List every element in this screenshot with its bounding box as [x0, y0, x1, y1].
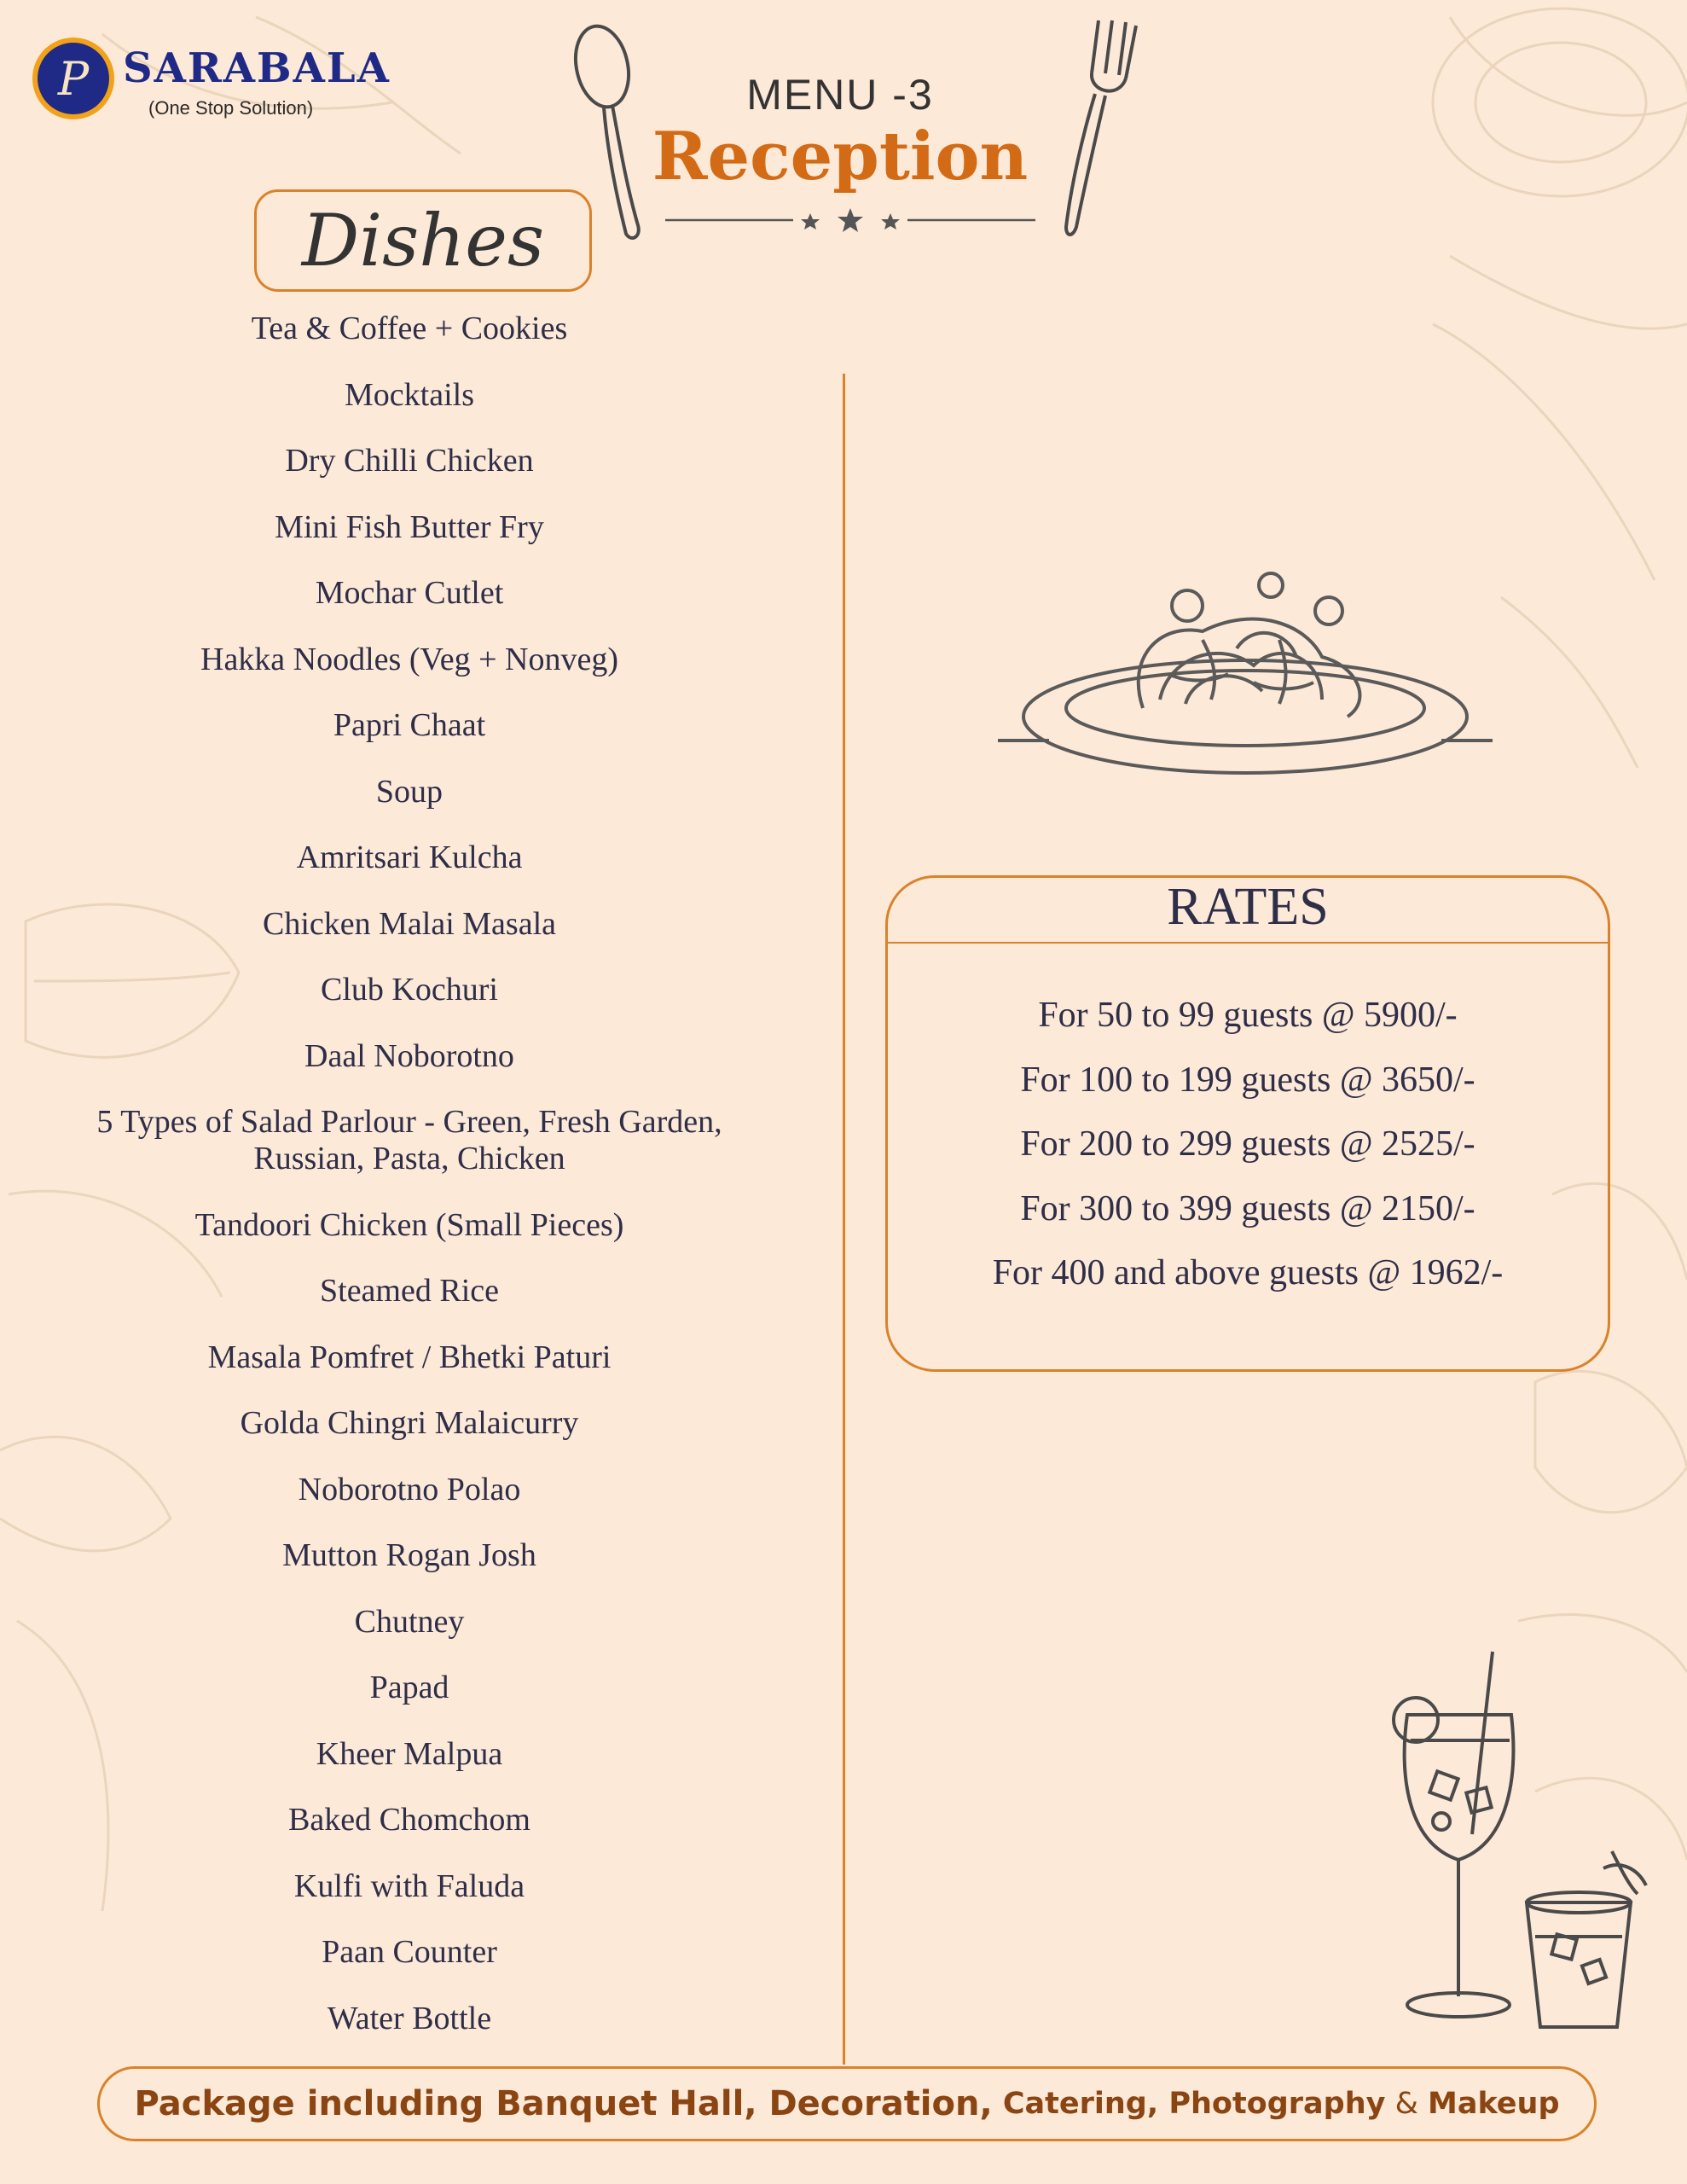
- dish-item: Soup: [375, 773, 443, 810]
- dish-item: Mochar Cutlet: [315, 575, 504, 611]
- package-banner: [97, 2066, 1597, 2141]
- rate-item: For 400 and above guests @ 1962/-: [992, 1253, 1504, 1292]
- rates-title-underline: [887, 942, 1609, 944]
- rates-list: [885, 995, 1610, 1317]
- dish-item: Hakka Noodles (Veg + Nonveg): [200, 641, 618, 677]
- package-text-ampersand: &: [1385, 2087, 1428, 2121]
- logo-letter: P: [57, 51, 90, 106]
- rates-title: RATES: [1167, 878, 1329, 936]
- dish-item: Mutton Rogan Josh: [282, 1537, 536, 1573]
- package-text-makeup: Makeup: [1428, 2087, 1560, 2121]
- brand-tagline: (One Stop Solution): [148, 97, 314, 119]
- dish-item: Noborotno Polao: [298, 1471, 521, 1507]
- dish-item: Mini Fish Butter Fry: [275, 508, 544, 545]
- cocktail-glass-illustration: [1390, 1647, 1527, 2030]
- dish-item: Papad: [369, 1670, 449, 1705]
- rate-item: For 300 to 399 guests @ 2150/-: [1020, 1188, 1475, 1228]
- dish-item: Kheer Malpua: [316, 1735, 503, 1772]
- dish-item: Tea & Coffee + Cookies: [251, 311, 568, 346]
- fork-icon: [1041, 14, 1143, 244]
- brand-name: SARABALA: [123, 44, 391, 92]
- dish-item: Masala Pomfret / Bhetki Paturi: [207, 1339, 612, 1375]
- pasta-plate-illustration: [998, 555, 1501, 785]
- dish-item: Tandoori Chicken (Small Pieces): [194, 1206, 624, 1243]
- menu-number: MENU -3: [746, 71, 934, 119]
- dish-item: Water Bottle: [327, 2000, 492, 2036]
- rate-item: For 100 to 199 guests @ 3650/-: [1020, 1060, 1475, 1100]
- package-text-main: Package including Banquet Hall, Decoration,: [134, 2084, 993, 2123]
- rate-item: For 200 to 299 guests @ 2525/-: [1020, 1124, 1475, 1164]
- dish-item: 5 Types of Salad Parlour - Green, Fresh Garden,: [96, 1104, 722, 1140]
- dish-item: Daal Noborotno: [304, 1037, 514, 1074]
- brand-logo: [32, 38, 114, 119]
- dish-item: Paan Counter: [322, 1934, 497, 1970]
- column-divider: [843, 374, 845, 2065]
- dish-item: Club Kochuri: [321, 972, 498, 1008]
- dish-item: Kulfi with Faluda: [293, 1867, 525, 1904]
- dish-item: Chutney: [354, 1603, 465, 1640]
- dish-item: Dry Chilli Chicken: [285, 443, 534, 479]
- dish-item: Baked Chomchom: [288, 1802, 530, 1838]
- dish-item: Russian, Pasta, Chicken: [253, 1141, 565, 1176]
- dish-list: [34, 311, 785, 2066]
- event-title: Reception: [652, 118, 1029, 195]
- stars-divider: [665, 203, 1035, 237]
- rate-item: For 50 to 99 guests @ 5900/-: [1038, 996, 1458, 1035]
- dishes-heading: [254, 189, 592, 292]
- package-text-services: Catering, Photography: [992, 2087, 1386, 2121]
- tumbler-glass-illustration: [1510, 1834, 1655, 2039]
- dish-item: Mocktails: [345, 376, 474, 413]
- dish-item: Steamed Rice: [320, 1273, 499, 1309]
- dish-item: Chicken Malai Masala: [262, 905, 556, 942]
- dish-item: Golda Chingri Malaicurry: [240, 1405, 579, 1441]
- dish-item: Papri Chaat: [333, 707, 486, 743]
- dishes-title: Dishes: [301, 199, 545, 282]
- dish-item: Amritsari Kulcha: [296, 839, 523, 875]
